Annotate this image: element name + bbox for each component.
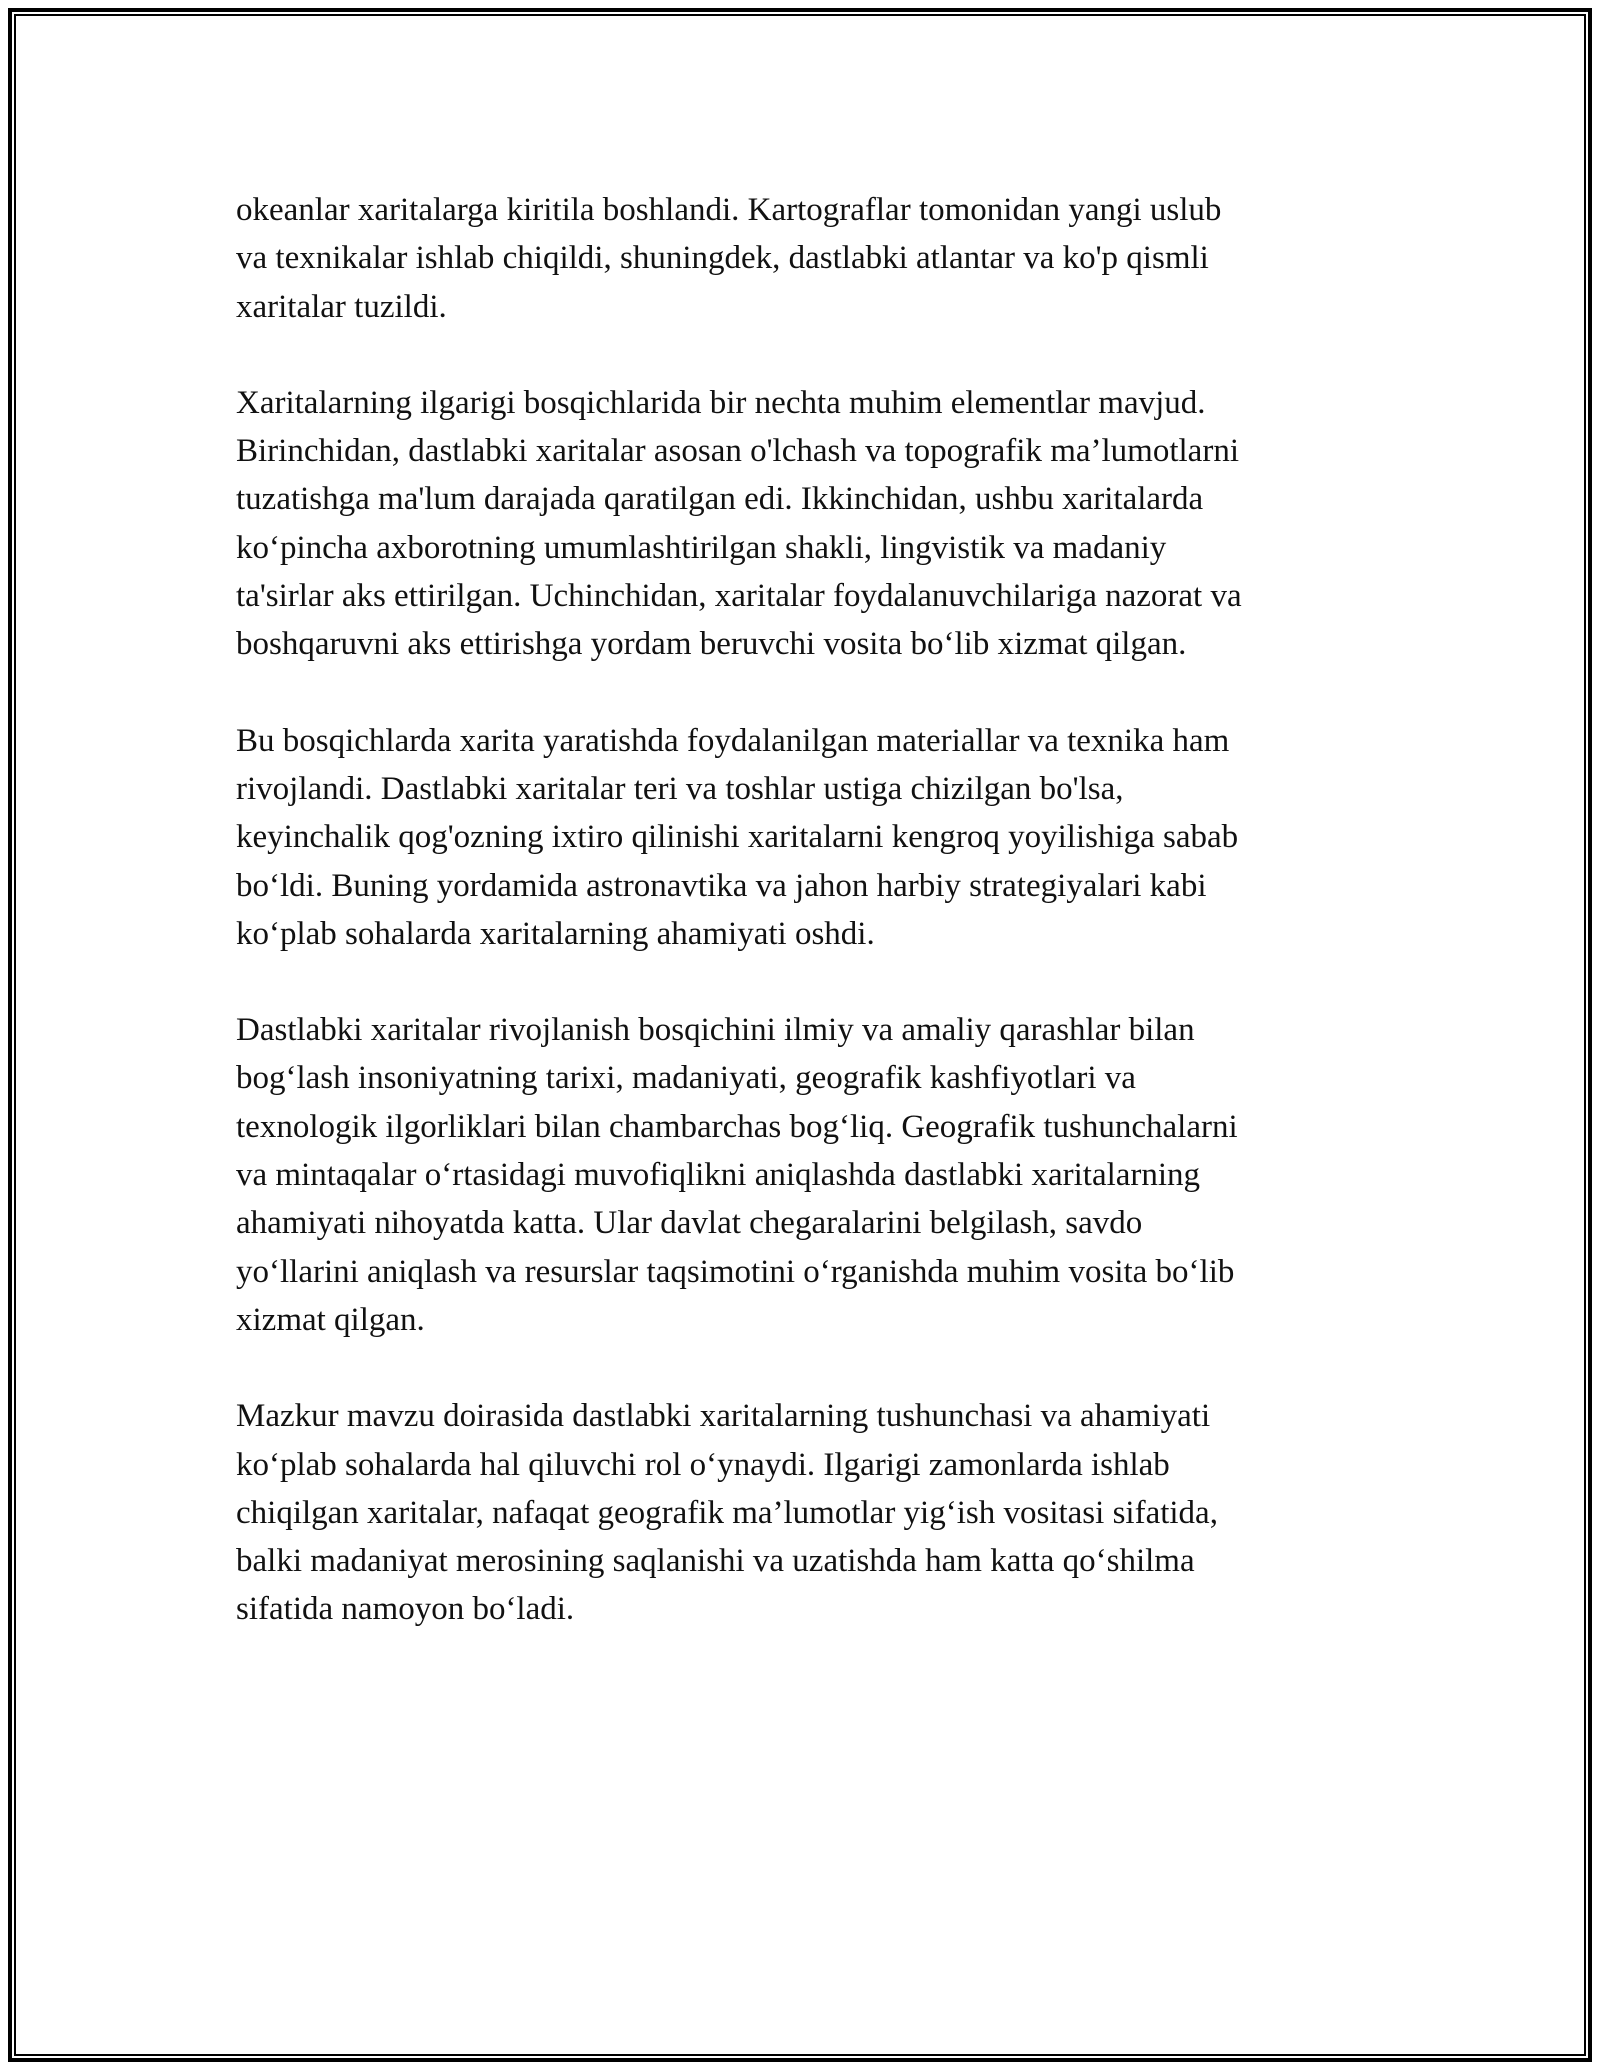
paragraph-4: Dastlabki xaritalar rivojlanish bosqichini ilmiy va amaliy qarashlar bilan bog‘lash insoniyatning tarixi, madaniyati, geografik kashfiyotlari va texnologik ilgorliklari bilan chambarchas bog‘liq. Geografik tushunchalarni va mintaqalar o‘rtasidagi muvofiqlikni aniqlashda dastlabki xaritalarning ahamiyati nihoyatda katta. Ular davlat chegaralarini belgilash, savdo yo‘llarini aniqlash va resurslar taqsimotini o‘rganishda muhim vosita bo‘lib xizmat qilgan. xyxy=(236,1012,1238,1338)
paragraph-5: Mazkur mavzu doirasida dastlabki xaritalarning tushunchasi va ahamiyati ko‘plab sohalarda hal qiluvchi rol o‘ynaydi. Ilgarigi zamonlarda ishlab chiqilgan xaritalar, nafaqat geografik ma’lumotlar yig‘ish vositasi sifatida, balki madaniyat merosining saqlanishi va uzatishda ham katta qo‘shilma sifatida namoyon bo‘ladi. xyxy=(236,1398,1218,1628)
paragraph-3: Bu bosqichlarda xarita yaratishda foydalanilgan materiallar va texnika ham rivojlandi. Dastlabki xaritalar teri va toshlar ustiga chizilgan bo'lsa, keyinchalik qog'ozning ixtiro qilinishi xaritalarni kengroq yoyilishiga sabab bo‘ldi. Buning yordamida astronavtika va jahon harbiy strategiyalari kabi ko‘plab sohalarda xaritalarning ahamiyati oshdi. xyxy=(236,722,1239,952)
document-body xyxy=(236,186,1366,1682)
paragraph-1: okeanlar xaritalarga kiritila boshlandi. Kartograflar tomonidan yangi uslub va texnikalar ishlab chiqildi, shuningdek, dastlabki atlantar va ko'p qismli xaritalar tuzildi. xyxy=(236,192,1222,325)
paragraph-2: Xaritalarning ilgarigi bosqichlarida bir nechta muhim elementlar mavjud. Birinchidan, dastlabki xaritalar asosan o'lchash va topografik ma’lumotlarni tuzatishga ma'lum darajada qaratilgan edi. Ikkinchidan, ushbu xaritalarda ko‘pincha axborotning umumlashtirilgan shakli, lingvistik va madaniy ta'sirlar aks ettirilgan. Uchinchidan, xaritalar foydalanuvchilariga nazorat va boshqaruvni aks ettirishga yordam beruvchi vosita bo‘lib xizmat qilgan. xyxy=(236,384,1242,663)
